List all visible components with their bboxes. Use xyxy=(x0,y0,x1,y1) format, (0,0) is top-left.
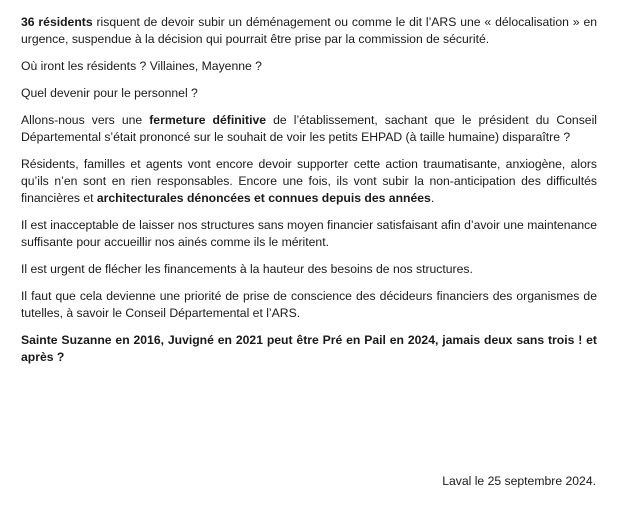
paragraph-inacceptable: Il est inacceptable de laisser nos structures sans moyen financier satisfaisant afin d’avoir une maintenance suffisante pour accueillir nos ainés comme ils le méritent. xyxy=(21,218,597,249)
paragraph-urgent: Il est urgent de flécher les financements à la hauteur des besoins de nos structures. xyxy=(21,262,473,276)
paragraph-text: Allons-nous vers une xyxy=(21,113,150,127)
paragraph-residents xyxy=(21,14,597,48)
paragraph-priorite: Il faut que cela devienne une priorité de prise de conscience des décideurs financiers des organismes de tutelles, à savoir le Conseil Départemental et l’ARS. xyxy=(21,289,597,320)
paragraph-conclusion: Sainte Suzanne en 2016, Juvigné en 2021 peut être Pré en Pail en 2024, jamais deux sans trois ! et après ? xyxy=(21,333,597,364)
bold-emphasis: architecturales dénoncées et connues depuis des années xyxy=(96,191,431,205)
paragraph-text: Résidents, familles et agents vont encore devoir supporter cette action traumatisante, anxiogène, alors qu’ils n’en sont en rien responsables. Encore une fois, ils vont subir la non-anticipation des difficultés financières et xyxy=(21,157,597,205)
paragraph-text: . xyxy=(430,191,435,205)
paragraph-question-personnel: Quel devenir pour le personnel ? xyxy=(21,86,198,100)
paragraph-text: risquent de devoir subir un déménagement ou comme le dit l’ARS une « délocalisation » en urgence, suspendue à la décision qui pourrait être prise par la commission de sécurité. xyxy=(21,15,597,46)
paragraph-residents-familles xyxy=(21,156,597,207)
paragraph-text: de l’établissement, sachant que le président du Conseil Départemental s’était prononcé sur le souhait de voir les petits EHPAD (à taille humaine) disparaître ? xyxy=(21,113,597,144)
paragraph-question-residents: Où iront les résidents ? Villaines, Mayenne ? xyxy=(21,59,262,73)
bold-emphasis: fermeture définitive xyxy=(149,113,267,127)
document-body xyxy=(21,14,597,376)
signature-date: Laval le 25 septembre 2024. xyxy=(442,474,596,488)
bold-lead: 36 résidents xyxy=(21,15,93,29)
paragraph-fermeture xyxy=(21,112,597,146)
